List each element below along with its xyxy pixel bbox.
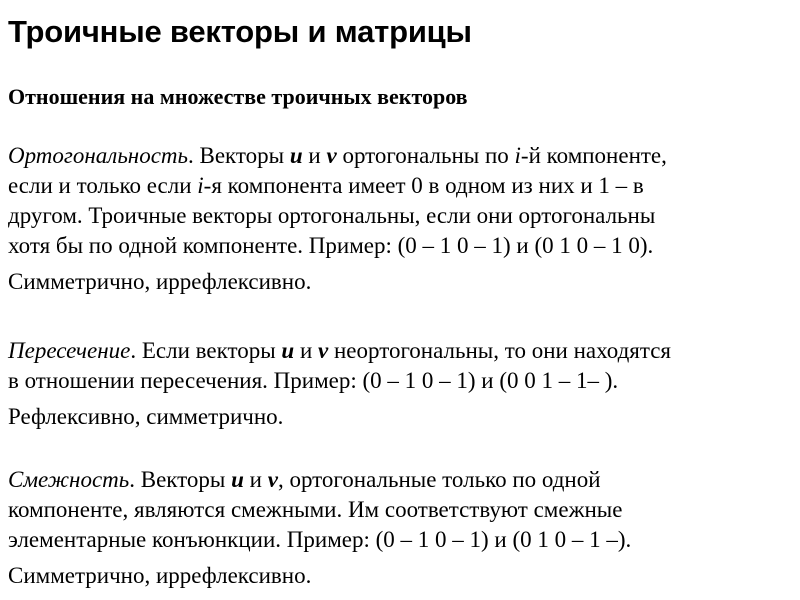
intersection-line-2: в отношении пересечения. Пример: (0 – 1 0 – 1) и (0 0 1 – 1– ). (8, 368, 619, 393)
orthogonality-properties: Симметрично, иррефлексивно. (8, 269, 312, 294)
orthogonality-term: Ортогональность (8, 143, 188, 168)
text-fragment: неортогональны, то они находятся (328, 338, 671, 363)
vector-v-symbol: v (267, 467, 278, 492)
adjacency-line-3: элементарные конъюнкции. Пример: (0 – 1 0 – 1) и (0 1 0 – 1 –). (8, 527, 632, 552)
orthogonality-line-1 (8, 141, 792, 171)
text-fragment: . Векторы (129, 467, 232, 492)
vector-v-symbol: v (326, 143, 337, 168)
text-fragment: -й компоненте, (520, 143, 667, 168)
orthogonality-line-4: хотя бы по одной компоненте. Пример: (0 – 1 0 – 1) и (0 1 0 – 1 0). (8, 233, 654, 258)
orthogonality-line-3: другом. Троичные векторы ортогональны, если они ортогональны (8, 203, 656, 228)
vector-u-symbol: u (281, 338, 295, 363)
adjacency-line-1 (8, 465, 792, 495)
text-fragment: если и только если (8, 173, 198, 198)
orthogonality-line-2 (8, 171, 792, 201)
adjacency-properties: Симметрично, иррефлексивно. (8, 563, 312, 588)
adjacency-line-2: компоненте, являются смежными. Им соответствуют смежные (8, 497, 623, 522)
text-fragment: . Векторы (188, 143, 290, 168)
section-subtitle: Отношения на множестве троичных векторов (8, 84, 468, 109)
intersection-line-1 (8, 336, 792, 366)
text-fragment: и (243, 467, 268, 492)
vector-v-symbol: v (318, 338, 329, 363)
text-fragment: и (302, 143, 327, 168)
vector-u-symbol: u (231, 467, 244, 492)
vector-u-symbol: u (289, 143, 303, 168)
intersection-paragraph (8, 336, 792, 432)
text-fragment: . Если векторы (130, 338, 282, 363)
adjacency-paragraph (8, 465, 792, 591)
orthogonality-paragraph (8, 141, 792, 297)
intersection-properties: Рефлексивно, симметрично. (8, 404, 284, 429)
adjacency-term: Смежность (8, 467, 130, 492)
text-fragment: -я компонента имеет 0 в одном из них и 1 – в (203, 173, 644, 198)
index-i-symbol: i (197, 173, 204, 198)
text-fragment: ортогональны по (336, 143, 515, 168)
page-title: Троичные векторы и матрицы (8, 14, 472, 49)
intersection-term: Пересечение (8, 338, 131, 363)
text-fragment: , ортогональные только по одной (277, 467, 601, 492)
text-fragment: и (294, 338, 319, 363)
index-i-symbol: i (514, 143, 521, 168)
